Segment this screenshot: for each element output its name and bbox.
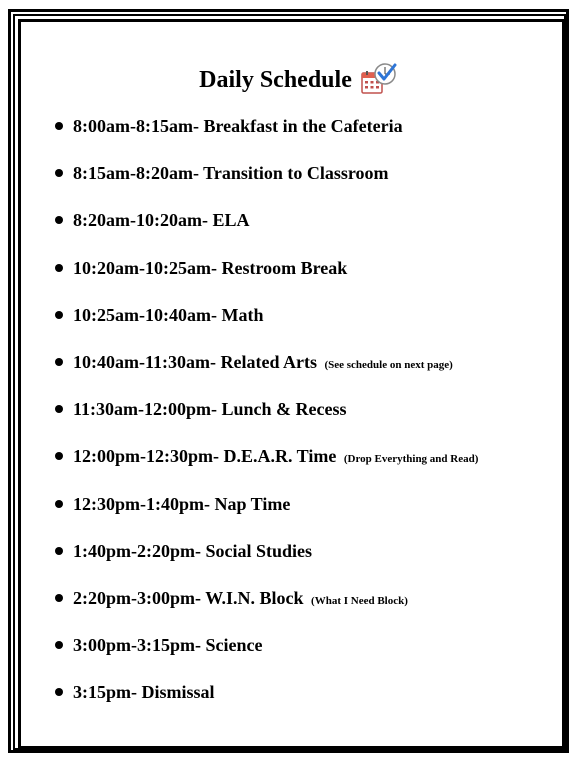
title-row [0,62,579,102]
bullet-icon [55,641,63,649]
schedule-activity: Lunch & Recess [221,399,347,420]
schedule-time: 2:20pm-3:00pm- [73,587,201,608]
schedule-time: 3:15pm- [73,682,137,703]
schedule-item [0,679,560,726]
schedule-note: (Drop Everything and Read) [343,453,479,466]
schedule-item [0,160,560,207]
schedule-list [0,113,560,726]
bullet-icon [55,405,63,413]
schedule-time: 8:20am-10:20am- [73,210,208,231]
schedule-time: 8:15am-8:20am- [73,163,199,184]
schedule-item [0,396,560,443]
schedule-time: 8:00am-8:15am- [73,116,199,136]
bullet-icon [55,688,63,696]
schedule-time: 12:30pm-1:40pm- [73,493,210,514]
schedule-time: 10:40am-11:30am- [73,351,216,372]
schedule-item [0,207,560,254]
schedule-time: 10:20am-10:25am- [73,257,217,278]
schedule-item [0,632,560,679]
schedule-time: 12:00pm-12:30pm- [73,446,219,467]
schedule-item [0,538,560,585]
schedule-time: 10:25am-10:40am- [73,304,217,325]
schedule-activity: Breakfast in the Cafeteria [203,116,403,136]
bullet-icon [55,594,63,602]
bullet-icon [55,169,63,177]
bullet-icon [55,216,63,224]
schedule-activity: D.E.A.R. Time [223,446,337,467]
bullet-icon [55,547,63,555]
schedule-note: (See schedule on next page) [324,358,453,371]
schedule-activity: ELA [212,210,250,231]
bullet-icon [55,452,63,460]
schedule-activity: Science [205,635,263,656]
bullet-icon [55,311,63,319]
bullet-icon [55,264,63,272]
schedule-item [0,585,560,632]
schedule-time: 11:30am-12:00pm- [73,399,217,420]
calendar-clock-icon [360,62,398,98]
schedule-activity: Nap Time [214,493,291,514]
schedule-activity: Math [221,304,264,325]
schedule-activity: Related Arts [220,351,317,372]
page-title: Daily Schedule [199,66,352,93]
schedule-item [0,302,560,349]
schedule-item [0,443,560,490]
bullet-icon [55,500,63,508]
schedule-note: (What I Need Block) [311,594,408,607]
schedule-activity: Restroom Break [221,257,348,278]
schedule-activity: Dismissal [141,682,215,703]
schedule-time: 3:00pm-3:15pm- [73,635,201,656]
schedule-item [0,491,560,538]
schedule-activity: Social Studies [205,540,313,561]
schedule-activity: W.I.N. Block [205,587,304,608]
schedule-item [0,113,560,160]
schedule-item [0,255,560,302]
schedule-time: 1:40pm-2:20pm- [73,540,201,561]
bullet-icon [55,358,63,366]
schedule-item [0,349,560,396]
bullet-icon [55,122,63,130]
schedule-activity: Transition to Classroom [203,163,389,184]
